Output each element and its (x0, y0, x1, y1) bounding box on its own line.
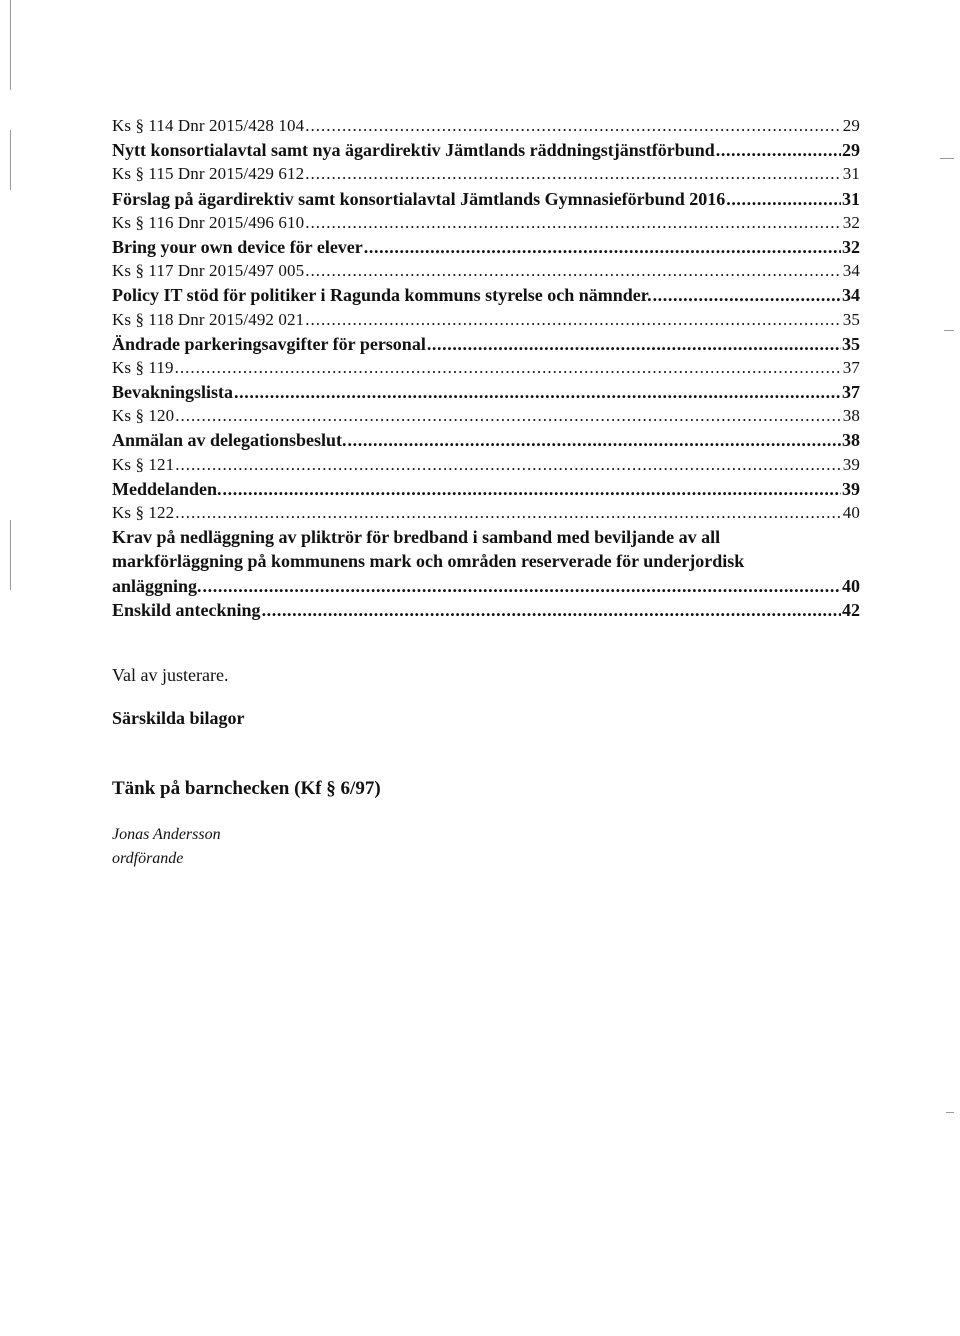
toc-entry-label: Ks § 120 (112, 406, 175, 426)
toc-entry-label: Förslag på ägardirektiv samt konsortialavtal Jämtlands Gymnasieförbund 2016 (112, 188, 726, 209)
scan-artifact (10, 520, 11, 590)
toc-entry-label: Anmälan av delegationsbeslut. (112, 430, 347, 451)
val-av-justerare-text: Val av justerare. (112, 665, 229, 685)
toc-entry-label: Ks § 117 Dnr 2015/497 005 (112, 261, 305, 281)
toc-entry (112, 332, 860, 356)
toc-page-number: 32 (842, 212, 860, 232)
toc-dot-leader (305, 114, 842, 138)
toc-entry-label: Bring your own device för elever (112, 236, 363, 257)
toc-page-number: 40 (842, 503, 860, 522)
signature-name: Jonas Andersson (112, 826, 221, 843)
toc-page-number: 37 (842, 357, 860, 377)
toc-page-number: 38 (842, 430, 860, 451)
table-of-contents (112, 114, 860, 622)
toc-entry-label: Meddelanden. (112, 478, 222, 499)
signature-title: ordförande (112, 850, 184, 867)
toc-entry-label: Bevakningslista (112, 382, 234, 403)
toc-entry (112, 501, 860, 525)
scan-artifact (940, 158, 954, 159)
toc-dot-leader (305, 259, 842, 283)
toc-dot-leader (305, 308, 842, 332)
toc-entry (112, 114, 860, 138)
toc-dot-leader (203, 574, 841, 598)
toc-page-number: 35 (842, 309, 860, 329)
sarskilda-bilagor-heading: Särskilda bilagor (112, 708, 245, 728)
toc-entry (112, 453, 860, 477)
scan-artifact (946, 1112, 954, 1113)
toc-page-number: 31 (842, 164, 860, 184)
toc-entry (112, 308, 860, 332)
toc-entry-multiline (112, 525, 860, 598)
toc-page-number: 35 (842, 333, 860, 354)
toc-dot-leader (653, 283, 841, 307)
scan-artifact (10, 0, 11, 90)
toc-dot-leader (234, 380, 841, 404)
toc-entry-label: Ks § 115 Dnr 2015/429 612 (112, 164, 305, 184)
toc-dot-leader (716, 138, 841, 162)
toc-entry (112, 235, 860, 259)
toc-entry (112, 477, 860, 501)
toc-page-number: 38 (842, 406, 860, 426)
toc-entry-label: Ks § 121 (112, 454, 175, 474)
toc-dot-leader (427, 332, 841, 356)
toc-entry-label: Nytt konsortialavtal samt nya ägardirektiv Jämtlands räddningstjänstförbund (112, 140, 715, 161)
toc-entry (112, 187, 860, 211)
toc-entry (112, 211, 860, 235)
toc-entry-label-line: Krav på nedläggning av pliktrör för bredband i samband med beviljande av all (112, 527, 721, 548)
toc-entry (112, 162, 860, 186)
barnchecken-note: Tänk på barnchecken (Kf § 6/97) (112, 778, 381, 799)
toc-page-number: 31 (842, 188, 860, 209)
toc-entry-label: Ändrade parkeringsavgifter för personal (112, 333, 426, 354)
toc-entry-label: Policy IT stöd för politiker i Ragunda kommuns styrelse och nämnder. (112, 285, 652, 306)
toc-entry (112, 380, 860, 404)
toc-entry (112, 259, 860, 283)
toc-dot-leader (175, 404, 842, 428)
toc-dot-leader (348, 428, 841, 452)
scan-artifact (944, 330, 954, 331)
toc-entry-last-line (112, 574, 860, 598)
toc-page-number: 29 (842, 116, 860, 135)
toc-dot-leader (305, 162, 842, 186)
toc-entry (112, 283, 860, 307)
toc-dot-leader (305, 211, 842, 235)
toc-dot-leader (262, 598, 841, 622)
toc-entry-label-line: markförläggning på kommunens mark och områden reserverade för underjordisk (112, 551, 745, 572)
toc-page-number: 40 (842, 575, 860, 596)
toc-entry-label: Ks § 119 (112, 357, 174, 377)
toc-page-number: 39 (842, 478, 860, 499)
toc-entry (112, 598, 860, 622)
toc-entry-label: Ks § 114 Dnr 2015/428 104 (112, 116, 305, 135)
toc-entry-label: Ks § 118 Dnr 2015/492 021 (112, 309, 305, 329)
toc-dot-leader (175, 501, 842, 525)
toc-entry-label-line: anläggning. (112, 575, 202, 596)
toc-page-number: 42 (842, 599, 860, 620)
toc-dot-leader (726, 187, 841, 211)
toc-dot-leader (175, 356, 842, 380)
toc-page-number: 32 (842, 236, 860, 257)
toc-entry-label: Ks § 122 (112, 503, 175, 522)
toc-page-number: 34 (842, 261, 860, 281)
toc-dot-leader (175, 453, 842, 477)
toc-page-number: 29 (842, 140, 860, 161)
toc-dot-leader (364, 235, 841, 259)
toc-page-number: 37 (842, 382, 860, 403)
toc-entry (112, 138, 860, 162)
toc-entry (112, 428, 860, 452)
scan-artifact (10, 130, 11, 190)
toc-entry-label: Enskild anteckning (112, 599, 261, 620)
toc-dot-leader (223, 477, 841, 501)
toc-entry (112, 356, 860, 380)
toc-entry (112, 404, 860, 428)
toc-page-number: 34 (842, 285, 860, 306)
toc-page-number: 39 (842, 454, 860, 474)
toc-entry-label: Ks § 116 Dnr 2015/496 610 (112, 212, 305, 232)
